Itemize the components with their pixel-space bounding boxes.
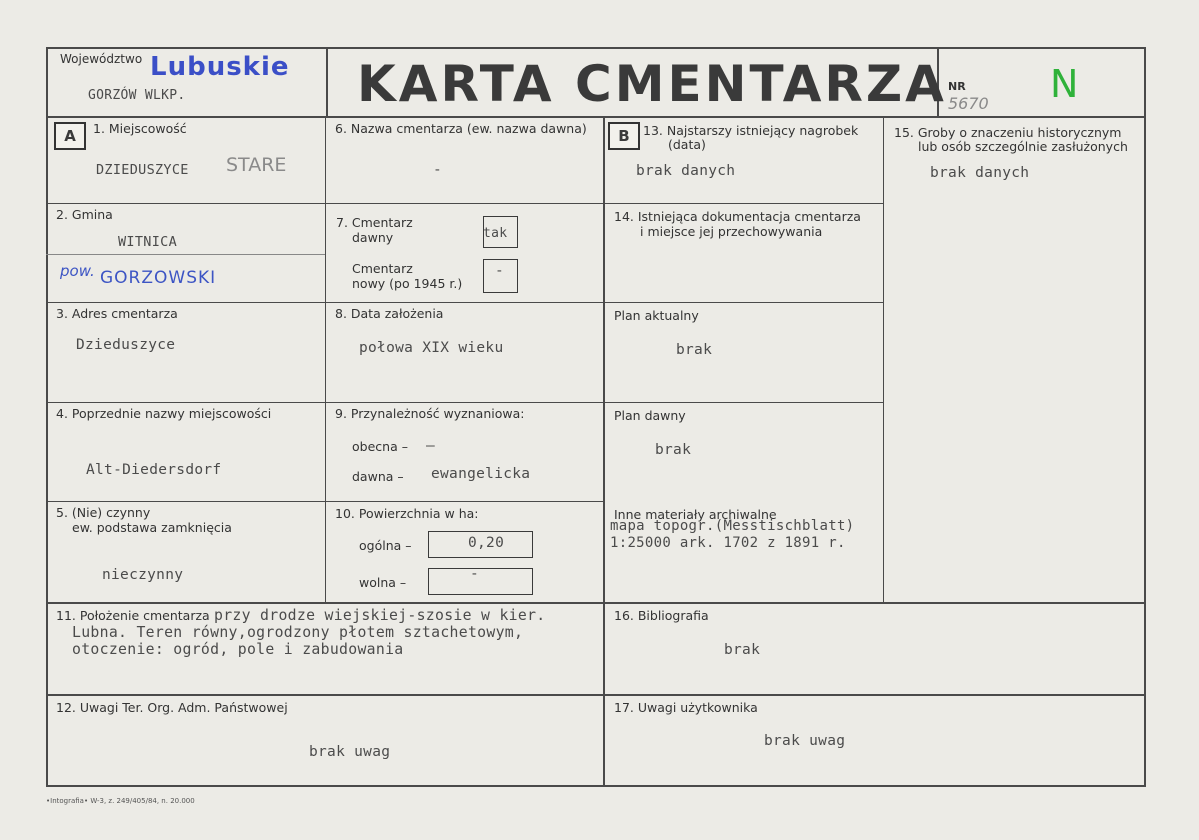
f10-wolna-box <box>428 568 533 595</box>
f3-value: Dzieduszyce <box>76 337 176 353</box>
f13-label-2: (data) <box>668 137 706 152</box>
f7-label-dawny-2: dawny <box>352 230 394 245</box>
col-div-1 <box>325 116 326 602</box>
row-rule-1 <box>46 203 604 204</box>
row-rule-5 <box>46 602 1146 604</box>
f1-value-hand: STARE <box>226 154 287 176</box>
city-typed: GORZÓW WLKP. <box>88 88 186 103</box>
f4-label: 4. Poprzednie nazwy miejscowości <box>56 406 272 421</box>
f3-label: 3. Adres cmentarza <box>56 306 178 321</box>
f9-label: 9. Przynależność wyznaniowa: <box>335 406 525 421</box>
f9-dawna-value: ewangelicka <box>431 466 531 482</box>
f7-label-nowy-1: Cmentarz <box>352 261 413 276</box>
section-b-badge: B <box>608 122 640 150</box>
f4-value: Alt-Diedersdorf <box>86 462 222 478</box>
f1-value-typed: DZIEDUSZYCE <box>96 162 189 178</box>
f6-label: 6. Nazwa cmentarza (ew. nazwa dawna) <box>335 121 587 136</box>
f15-value: brak danych <box>930 165 1030 181</box>
f17-value: brak uwag <box>764 733 846 749</box>
f7-dawny-value: tak <box>483 226 508 241</box>
row-rule-13 <box>604 203 884 204</box>
f11-line-1: przy drodze wiejskiej-szosie w kier. <box>214 607 546 624</box>
f9-dawna-label: dawna – <box>352 469 404 484</box>
section-a-badge: A <box>54 122 86 150</box>
f15-label-2: lub osób szczególnie zasłużonych <box>918 139 1128 154</box>
row-rule-3 <box>46 402 884 403</box>
f10-wolna-value: - <box>470 566 480 582</box>
frame-left <box>46 47 48 787</box>
f14-label-1: 14. Istniejąca dokumentacja cmentarza <box>614 209 861 224</box>
row-rule-6 <box>46 694 1146 696</box>
card-title: KARTA CMENTARZA <box>357 55 947 113</box>
nr-label: NR <box>948 80 966 93</box>
f14-inne-label: Inne materiały archiwalne <box>614 507 777 522</box>
f11-line-3: otoczenie: ogród, pole i zabudowania <box>72 641 404 658</box>
f10-wolna-label: wolna – <box>359 575 407 590</box>
f5-label-1: 5. (Nie) czynny <box>56 505 151 520</box>
f13-value: brak danych <box>636 163 736 179</box>
f14-plan-dawny-label: Plan dawny <box>614 408 686 423</box>
f16-value: brak <box>724 642 761 658</box>
f12-value: brak uwag <box>309 744 391 760</box>
f13-label-1: 13. Najstarszy istniejący nagrobek <box>643 123 859 138</box>
f11-label: 11. Położenie cmentarza <box>56 608 210 623</box>
nr-handwritten: 5670 <box>948 94 989 113</box>
f5-value: nieczynny <box>102 567 184 583</box>
f11-line-2: Lubna. Teren równy,ogrodzony płotem sztachetowym, <box>72 624 524 641</box>
f1-label: 1. Miejscowość <box>93 121 187 136</box>
f14-inne-line-1: mapa topogr.(Messtischblatt) <box>610 518 855 534</box>
f12-label: 12. Uwagi Ter. Org. Adm. Państwowej <box>56 700 288 715</box>
frame-right <box>1144 47 1146 787</box>
f9-obecna-label: obecna – <box>352 439 408 454</box>
f2-powiat-hand: GORZOWSKI <box>100 268 217 288</box>
row-rule-2 <box>46 302 884 303</box>
f2-powiat-prefix: pow. <box>60 262 95 280</box>
gmina-underline <box>46 254 325 255</box>
f7-label-dawny-1: 7. Cmentarz <box>336 215 413 230</box>
f5-label-2: ew. podstawa zamknięcia <box>72 520 232 535</box>
f8-value: połowa XIX wieku <box>359 340 504 356</box>
header-div-1 <box>326 47 328 118</box>
col-div-3 <box>883 116 884 602</box>
f2-label: 2. Gmina <box>56 207 113 222</box>
f10-label: 10. Powierzchnia w ha: <box>335 506 479 521</box>
wojewodztwo-stamp: Lubuskie <box>150 52 290 82</box>
f16-label: 16. Bibliografia <box>614 608 709 623</box>
f14-plan-aktualny-label: Plan aktualny <box>614 308 699 323</box>
header-bottom <box>46 116 1146 118</box>
f14-inne-line-2: 1:25000 ark. 1702 z 1891 r. <box>610 535 846 551</box>
f7-nowy-value: - <box>495 263 505 279</box>
f14-label-2: i miejsce jej przechowywania <box>640 224 823 239</box>
f2-value: WITNICA <box>118 234 177 250</box>
print-footer: •Intografia• W-3, z. 249/405/84, n. 20.000 <box>46 797 195 805</box>
f8-label: 8. Data założenia <box>335 306 444 321</box>
row-rule-4 <box>46 501 604 502</box>
frame-top <box>46 47 1146 49</box>
f9-obecna-value: – <box>426 438 436 454</box>
col-div-2 <box>603 116 605 787</box>
f7-label-nowy-2: nowy (po 1945 r.) <box>352 276 463 291</box>
f14-plan-aktualny-value: brak <box>676 342 713 358</box>
f17-label: 17. Uwagi użytkownika <box>614 700 758 715</box>
f10-ogolna-label: ogólna – <box>359 538 412 553</box>
frame-bottom <box>46 785 1146 787</box>
wojewodztwo-label: Województwo <box>60 52 143 66</box>
f10-ogolna-value: 0,20 <box>468 535 505 551</box>
f6-value: - <box>433 162 443 178</box>
f15-label-1: 15. Groby o znaczeniu historycznym <box>894 125 1122 140</box>
nr-mark: N <box>1050 62 1079 106</box>
f14-plan-dawny-value: brak <box>655 442 692 458</box>
